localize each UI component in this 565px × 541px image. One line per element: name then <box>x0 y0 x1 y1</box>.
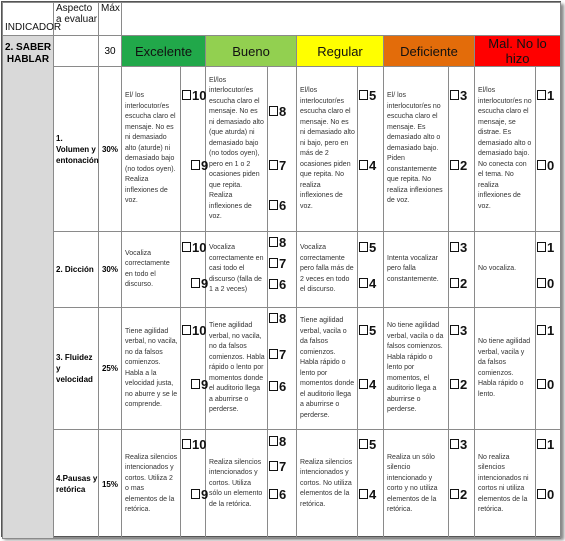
checkbox-square[interactable] <box>450 278 459 288</box>
score-value: 3 <box>460 88 468 103</box>
score-checkbox[interactable] <box>537 438 554 452</box>
score-options <box>181 308 209 430</box>
score-value: 5 <box>369 88 377 103</box>
checkbox-square[interactable] <box>269 200 278 210</box>
score-value: 3 <box>460 323 468 338</box>
score-checkbox[interactable] <box>269 199 286 213</box>
checkbox-square[interactable] <box>359 242 368 252</box>
checkbox-square[interactable] <box>450 489 459 499</box>
score-checkbox[interactable] <box>537 378 554 392</box>
score-checkbox[interactable] <box>450 324 467 338</box>
score-checkbox[interactable] <box>359 324 376 338</box>
criterion-description: Tiene agilidad verbal, no vacila, no da falsos comienzos. Habla rápido o lento por momentos donde el auditorio llega a aburrirse o perderse. <box>206 308 268 430</box>
score-checkbox[interactable] <box>450 438 467 452</box>
score-value: 10 <box>192 240 207 255</box>
score-value: 10 <box>192 323 207 338</box>
score-value: 7 <box>279 347 287 362</box>
score-value: 1 <box>547 240 555 255</box>
checkbox-square[interactable] <box>359 379 368 389</box>
aspecto-header: Aspecto a evaluar <box>54 3 99 36</box>
score-options <box>358 232 384 308</box>
score-checkbox[interactable] <box>359 159 376 173</box>
level-deficiente: Deficiente <box>384 36 475 67</box>
indicador-header: INDICADOR <box>3 3 54 36</box>
criterion-description: Realiza silencios intencionados y cortos. No utiliza elementos de la retórica. <box>297 430 358 539</box>
score-value: 9 <box>201 276 209 291</box>
score-value: 9 <box>201 487 209 502</box>
score-checkbox[interactable] <box>269 257 286 271</box>
score-value: 0 <box>547 377 555 392</box>
score-value: 4 <box>369 377 377 392</box>
score-value: 1 <box>547 323 555 338</box>
criterion-row <box>3 430 561 539</box>
section-title: 2. SABER HABLAR <box>3 36 54 539</box>
checkbox-square[interactable] <box>191 379 200 389</box>
criterion-description: Realiza silencios intencionados y cortos. Utiliza sólo un elemento de la retórica. <box>206 430 268 539</box>
rubric-frame <box>1 1 561 537</box>
score-value: 7 <box>279 158 287 173</box>
score-options <box>268 308 297 430</box>
score-checkbox[interactable] <box>191 159 208 173</box>
score-value: 4 <box>369 158 377 173</box>
checkbox-square[interactable] <box>359 489 368 499</box>
score-value: 8 <box>279 235 287 250</box>
score-checkbox[interactable] <box>182 89 206 103</box>
checkbox-square[interactable] <box>450 242 459 252</box>
aspect-weight: 15% <box>99 430 122 539</box>
score-checkbox[interactable] <box>269 348 286 362</box>
aspect-weight: 30% <box>99 67 122 232</box>
score-checkbox[interactable] <box>269 460 286 474</box>
criterion-description: No tiene agilidad verbal, vacila o da falsos comienzos. Habla rápido o lento por momentos, el auditorio llega a aburrirse o perderse. <box>384 308 449 430</box>
checkbox-square[interactable] <box>191 489 200 499</box>
score-checkbox[interactable] <box>359 488 376 502</box>
score-checkbox[interactable] <box>450 159 467 173</box>
score-checkbox[interactable] <box>359 438 376 452</box>
checkbox-square[interactable] <box>537 90 546 100</box>
score-options <box>449 308 475 430</box>
score-checkbox[interactable] <box>537 277 554 291</box>
score-options <box>449 232 475 308</box>
score-options <box>449 430 475 539</box>
score-options <box>358 430 384 539</box>
score-checkbox[interactable] <box>191 378 208 392</box>
checkbox-square[interactable] <box>182 242 191 252</box>
score-value: 5 <box>369 323 377 338</box>
score-value: 7 <box>279 459 287 474</box>
score-checkbox[interactable] <box>269 312 286 326</box>
criterion-description: Vocaliza correctamente en todo el discurso. <box>122 232 181 308</box>
checkbox-square[interactable] <box>537 325 546 335</box>
score-options <box>536 67 561 232</box>
score-value: 1 <box>547 88 555 103</box>
score-checkbox[interactable] <box>269 105 286 119</box>
criterion-description: Realiza un sólo silencio intencionado y corto y no utiliza elementos de la retórica. <box>384 430 449 539</box>
score-options <box>536 308 561 430</box>
checkbox-square[interactable] <box>359 325 368 335</box>
score-value: 9 <box>201 377 209 392</box>
score-options <box>181 430 209 539</box>
score-checkbox[interactable] <box>359 241 376 255</box>
score-checkbox[interactable] <box>269 435 286 449</box>
score-options <box>268 232 297 308</box>
score-value: 2 <box>460 377 468 392</box>
score-checkbox[interactable] <box>269 278 286 292</box>
aspect-label: 3. Fluidez y velocidad <box>54 308 99 430</box>
aspect-weight: 25% <box>99 308 122 430</box>
checkbox-square[interactable] <box>182 90 191 100</box>
score-value: 8 <box>279 434 287 449</box>
score-options <box>358 308 384 430</box>
score-value: 6 <box>279 277 287 292</box>
score-value: 5 <box>369 240 377 255</box>
checkbox-square[interactable] <box>359 160 368 170</box>
criterion-description: Intenta vocalizar pero falla constantemente. <box>384 232 449 308</box>
score-checkbox[interactable] <box>269 488 286 502</box>
score-value: 5 <box>369 437 377 452</box>
checkbox-square[interactable] <box>269 349 278 359</box>
checkbox-square[interactable] <box>182 325 191 335</box>
score-value: 10 <box>192 88 207 103</box>
criterion-row <box>3 308 561 430</box>
score-options <box>449 67 475 232</box>
aspect-weight: 30% <box>99 232 122 308</box>
score-checkbox[interactable] <box>191 277 208 291</box>
checkbox-square[interactable] <box>450 379 459 389</box>
score-checkbox[interactable] <box>537 159 554 173</box>
score-value: 3 <box>460 437 468 452</box>
score-checkbox[interactable] <box>537 241 554 255</box>
max-header: Máx <box>99 3 122 36</box>
level-regular: Regular <box>297 36 384 67</box>
checkbox-square[interactable] <box>269 106 278 116</box>
checkbox-square[interactable] <box>191 160 200 170</box>
criterion-description: El/los interlocutor/es escucha claro el mensaje. No es ni demasiado alto ni bajo, pero en más de 2 ocasiones piden que repita. No realiza inflexiones de voz. <box>297 67 358 232</box>
checkbox-square[interactable] <box>269 258 278 268</box>
score-checkbox[interactable] <box>450 488 467 502</box>
checkbox-square[interactable] <box>359 439 368 449</box>
aspect-label: 2. Dicción <box>54 232 99 308</box>
score-checkbox[interactable] <box>269 236 286 250</box>
criterion-description: El/ los interlocutor/es escucha claro el mensaje. No es ni demasiado alto (aturde) ni demasiado bajo (no todos oyen). Realiza inflexiones de voz. <box>122 67 181 232</box>
criterion-description: No vocaliza. <box>475 232 536 308</box>
criterion-row <box>3 232 561 308</box>
score-value: 7 <box>279 256 287 271</box>
checkbox-square[interactable] <box>269 237 278 247</box>
criterion-description: Vocaliza correctamente en casi todo el discurso (falla de 1 a 2 veces) <box>206 232 268 308</box>
checkbox-square[interactable] <box>537 489 546 499</box>
score-value: 10 <box>192 437 207 452</box>
rubric-table <box>2 2 561 539</box>
score-value: 4 <box>369 487 377 502</box>
score-checkbox[interactable] <box>450 241 467 255</box>
score-options <box>536 232 561 308</box>
criterion-description: No tiene agilidad verbal, vacila y da falsos comienzos. Habla rápido o lento. <box>475 308 536 430</box>
checkbox-square[interactable] <box>537 160 546 170</box>
checkbox-square[interactable] <box>269 279 278 289</box>
checkbox-square[interactable] <box>450 90 459 100</box>
score-checkbox[interactable] <box>450 89 467 103</box>
score-value: 9 <box>201 158 209 173</box>
score-checkbox[interactable] <box>269 380 286 394</box>
score-value: 8 <box>279 104 287 119</box>
score-checkbox[interactable] <box>537 488 554 502</box>
criterion-description: Vocaliza correctamente pero falla más de 2 veces en todo el discurso. <box>297 232 358 308</box>
score-checkbox[interactable] <box>269 159 286 173</box>
criterion-description: Tiene agilidad verbal, vacila o da falsos comienzos. Habla rápido o lento por momentos donde el auditorio llega a aburrirse o perderse. <box>297 308 358 430</box>
criterion-description: El/los interlocutor/es escucha claro el mensaje. No es ni demasiado alto (que aturda) ni demasiado bajo (no todos oyen), pero en 1 o 2 ocasiones piden que repita. Realiza inflexiones de voz. <box>206 67 268 232</box>
checkbox-square[interactable] <box>191 278 200 288</box>
score-checkbox[interactable] <box>182 241 206 255</box>
score-checkbox[interactable] <box>537 324 554 338</box>
checkbox-square[interactable] <box>269 313 278 323</box>
score-value: 6 <box>279 487 287 502</box>
criterion-row <box>3 67 561 232</box>
level-bueno: Bueno <box>206 36 297 67</box>
score-checkbox[interactable] <box>537 89 554 103</box>
score-checkbox[interactable] <box>191 488 208 502</box>
checkbox-square[interactable] <box>359 90 368 100</box>
score-options <box>268 430 297 539</box>
criterion-description: Realiza silencios intencionados y cortos. Utiliza 2 o mas elementos de la retórica. <box>122 430 181 539</box>
checkbox-square[interactable] <box>269 381 278 391</box>
checkbox-square[interactable] <box>269 436 278 446</box>
score-options <box>536 430 561 539</box>
criterion-description: El/los interlocutor/es no escucha claro el mensaje, se distrae. Es demasiado alto o demasiado bajo. No conecta con el tema. No realiza inflexiones de voz. <box>475 67 536 232</box>
checkbox-square[interactable] <box>269 461 278 471</box>
score-value: 1 <box>547 437 555 452</box>
criterion-description: Tiene agilidad verbal, no vacila, no da falsos comienzos. Habla a la velocidad justa, no aburre y se le comprende. <box>122 308 181 430</box>
score-value: 0 <box>547 158 555 173</box>
score-value: 2 <box>460 158 468 173</box>
score-value: 8 <box>279 311 287 326</box>
score-options <box>181 232 209 308</box>
score-value: 6 <box>279 198 287 213</box>
checkbox-square[interactable] <box>182 439 191 449</box>
aspect-label: 4.Pausas y retórica <box>54 430 99 539</box>
score-value: 2 <box>460 276 468 291</box>
checkbox-square[interactable] <box>359 278 368 288</box>
checkbox-square[interactable] <box>450 439 459 449</box>
score-value: 0 <box>547 276 555 291</box>
score-options <box>181 67 209 232</box>
score-value: 4 <box>369 276 377 291</box>
max-value: 30 <box>99 36 122 67</box>
checkbox-square[interactable] <box>537 242 546 252</box>
score-value: 0 <box>547 487 555 502</box>
score-value: 3 <box>460 240 468 255</box>
score-checkbox[interactable] <box>450 378 467 392</box>
checkbox-square[interactable] <box>450 160 459 170</box>
criterion-description: El/ los interlocutor/es no escucha claro el mensaje. Es demasiado alto o demasiado bajo. Piden constantemente que repita. No realiza inflexiones de voz. <box>384 67 449 232</box>
score-options <box>268 67 297 232</box>
score-options <box>358 67 384 232</box>
criterion-description: No realiza silencios intencionados ni cortos ni utiliza elementos de la retórica. <box>475 430 536 539</box>
checkbox-square[interactable] <box>450 325 459 335</box>
checkbox-square[interactable] <box>269 489 278 499</box>
score-checkbox[interactable] <box>359 89 376 103</box>
score-value: 2 <box>460 487 468 502</box>
aspect-label: 1. Volumen y entonación <box>54 67 99 232</box>
score-checkbox[interactable] <box>359 277 376 291</box>
score-checkbox[interactable] <box>182 324 206 338</box>
level-mal: Mal. No lo hizo <box>475 36 561 67</box>
score-checkbox[interactable] <box>450 277 467 291</box>
score-checkbox[interactable] <box>182 438 206 452</box>
score-value: 6 <box>279 379 287 394</box>
checkbox-square[interactable] <box>537 439 546 449</box>
checkbox-square[interactable] <box>537 379 546 389</box>
score-checkbox[interactable] <box>359 378 376 392</box>
checkbox-square[interactable] <box>537 278 546 288</box>
checkbox-square[interactable] <box>269 160 278 170</box>
level-excelente: Excelente <box>122 36 206 67</box>
